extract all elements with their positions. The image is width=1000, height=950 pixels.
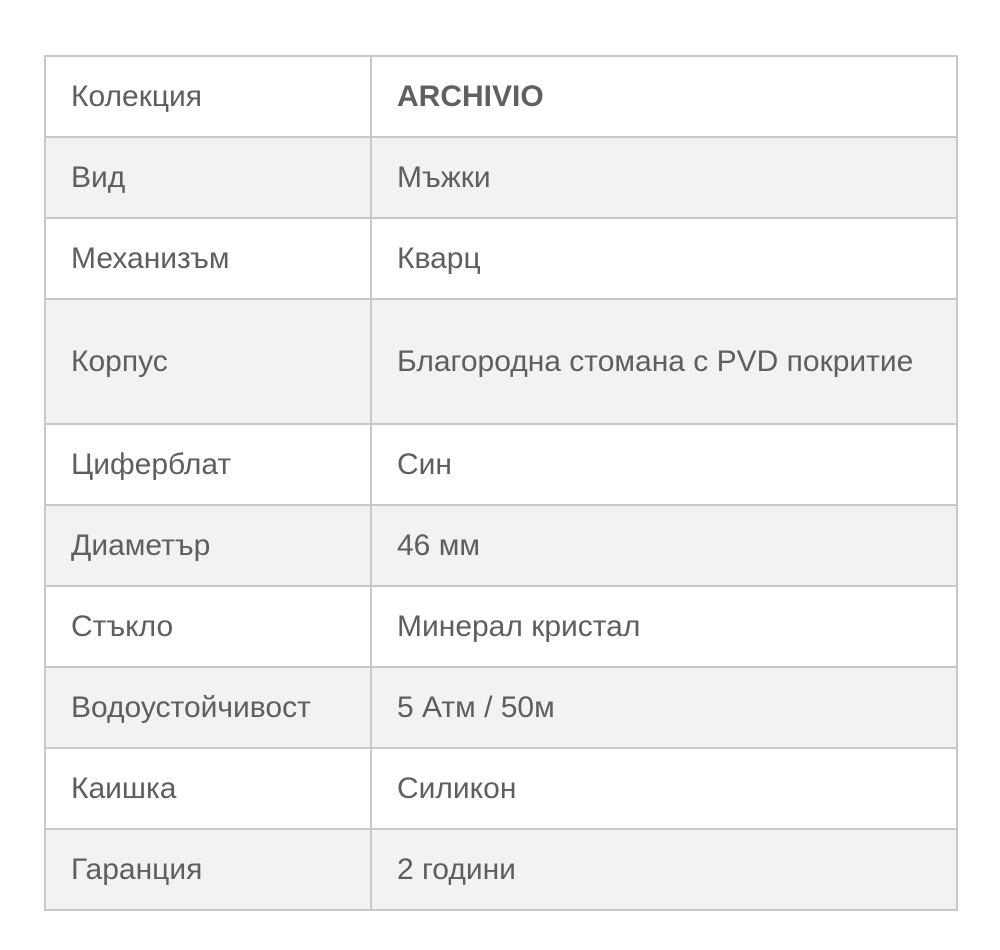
spec-row-type: [45, 137, 957, 218]
spec-row-water-resistance: [45, 667, 957, 748]
spec-value: Благородна стомана с PVD покритие: [371, 299, 957, 424]
spec-row-collection: [45, 56, 957, 137]
spec-label: Вид: [45, 137, 371, 218]
spec-label: Водоустойчивост: [45, 667, 371, 748]
spec-value: Силикон: [371, 748, 957, 829]
spec-label: Гаранция: [45, 829, 371, 910]
spec-row-glass: [45, 586, 957, 667]
spec-row-movement: [45, 218, 957, 299]
spec-row-dial: [45, 424, 957, 505]
spec-row-case: [45, 299, 957, 424]
spec-value: 46 мм: [371, 505, 957, 586]
spec-value: Минерал кристал: [371, 586, 957, 667]
spec-value: 2 години: [371, 829, 957, 910]
spec-row-strap: [45, 748, 957, 829]
spec-label: Механизъм: [45, 218, 371, 299]
spec-row-warranty: [45, 829, 957, 910]
product-spec-table: [44, 55, 958, 911]
spec-value: 5 Атм / 50м: [371, 667, 957, 748]
spec-label: Стъкло: [45, 586, 371, 667]
spec-label: Циферблат: [45, 424, 371, 505]
spec-value: ARCHIVIO: [371, 56, 957, 137]
spec-label: Колекция: [45, 56, 371, 137]
spec-value: Мъжки: [371, 137, 957, 218]
spec-value: Син: [371, 424, 957, 505]
spec-value: Кварц: [371, 218, 957, 299]
spec-label: Диаметър: [45, 505, 371, 586]
spec-label: Каишка: [45, 748, 371, 829]
spec-label: Корпус: [45, 299, 371, 424]
spec-row-diameter: [45, 505, 957, 586]
